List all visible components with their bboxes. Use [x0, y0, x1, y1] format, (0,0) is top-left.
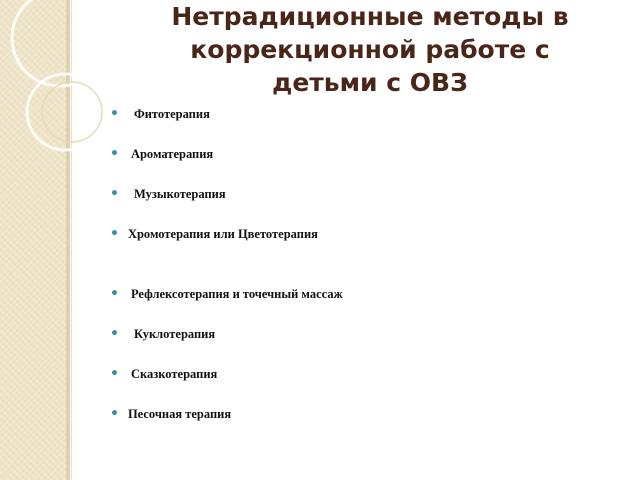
list-item-label: Хромотерапия или Цветотерапия: [127, 226, 318, 241]
list-item-reflexotherapy: [110, 286, 343, 302]
bullet-icon: •: [110, 326, 119, 342]
list-item-aromatherapy: [110, 146, 213, 162]
decorative-circle-inner: [42, 82, 102, 142]
list-item-label: Сказкотерапия: [130, 366, 218, 381]
slide-title-line-2: коррекционной работе с: [190, 35, 550, 64]
list-item-label: Музыкотерапия: [133, 186, 226, 201]
decorative-circles: [0, 0, 110, 170]
list-item-label: Ароматерапия: [130, 146, 214, 161]
bullet-icon: •: [110, 286, 119, 302]
list-item-puppet-therapy: [110, 326, 215, 342]
list-item-chromotherapy: [110, 226, 318, 242]
list-item-label: Песочная терапия: [127, 406, 232, 421]
bullet-icon: •: [110, 146, 119, 162]
list-item-label: Куклотерапия: [133, 326, 216, 341]
slide-title: [110, 0, 630, 99]
slide-title-line-3: детьми с ОВЗ: [272, 68, 468, 97]
list-item-label: Фитотерапия: [133, 106, 210, 121]
list-item-fairytale-therapy: [110, 366, 217, 382]
list-item-phytotherapy: [110, 106, 210, 122]
bullet-icon: •: [110, 406, 119, 422]
bullet-icon: •: [110, 226, 119, 242]
list-item-label: Рефлексотерапия и точечный массаж: [130, 286, 343, 301]
slide-title-line-1: Нетрадиционные методы в: [171, 2, 569, 31]
bullet-icon: •: [110, 106, 119, 122]
list-item-sand-therapy: [110, 406, 231, 422]
bullet-icon: •: [110, 186, 119, 202]
bullet-icon: •: [110, 366, 119, 382]
list-item-music-therapy: [110, 186, 226, 202]
